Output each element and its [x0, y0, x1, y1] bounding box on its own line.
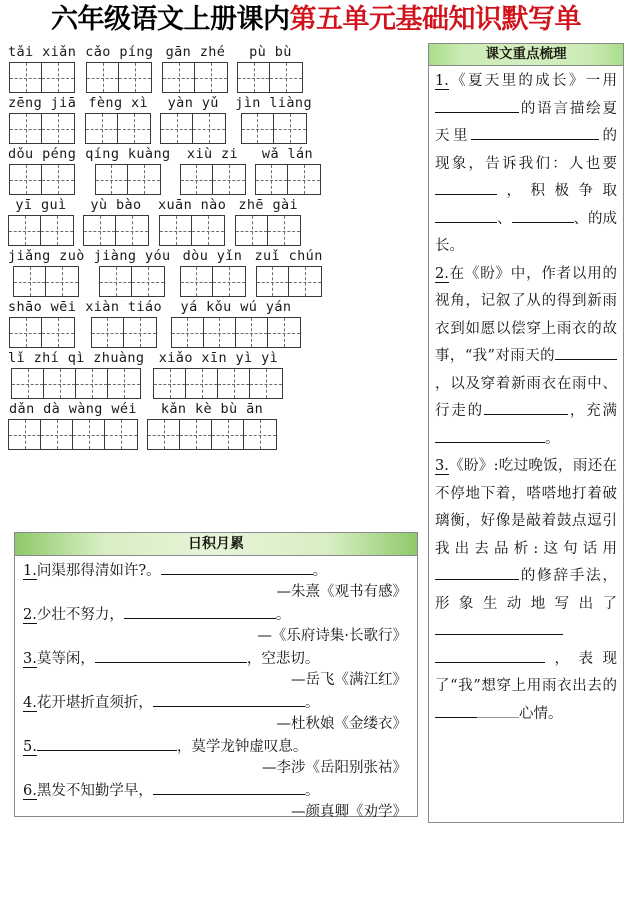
kewen-item-1-number: 1. [435, 73, 449, 89]
pinyin-word-group [94, 248, 171, 297]
kewen-blank[interactable] [435, 619, 563, 635]
kewen-item-1-text-5: 的现象，告诉我们：人 [435, 128, 617, 172]
tianzige-cell[interactable] [10, 165, 42, 194]
tianzige-cell[interactable] [268, 318, 300, 347]
tianzige-cell[interactable] [14, 267, 46, 296]
pinyin-label: yī guì [15, 197, 67, 213]
kewen-item-2-text-6: ，以及穿着新雨衣在雨 [435, 375, 588, 392]
riji-yuelei-panel [14, 532, 418, 820]
pinyin-label: tǎi xiǎn [8, 44, 77, 60]
pinyin-word-group [255, 248, 323, 297]
pinyin-label: yá kǒu wú yán [180, 299, 292, 315]
kewen-item-1-text-9: 、 [497, 210, 512, 227]
tianzige-cell[interactable] [73, 420, 105, 449]
pinyin-row [8, 299, 424, 348]
tianzige-cell[interactable] [41, 216, 73, 245]
riji-item-source: —李涉《岳阳别张祜》 [262, 760, 407, 776]
pinyin-label: zuǐ chún [254, 248, 323, 264]
pinyin-word-group [8, 350, 144, 399]
riji-item-line [23, 692, 409, 714]
tianzige-cell[interactable] [257, 267, 289, 296]
riji-item [23, 692, 409, 735]
kewen-blank[interactable] [484, 399, 568, 415]
riji-item-line [23, 604, 409, 626]
pinyin-word-group [158, 197, 226, 246]
pinyin-label: dǒu péng [8, 146, 77, 162]
tianzige-cell[interactable] [250, 369, 282, 398]
tianzige-cell[interactable] [42, 165, 74, 194]
tianzige-cell[interactable] [181, 267, 213, 296]
pinyin-word-group [153, 350, 283, 399]
kewen-item-3-text-4: 敲着鼓点逗引我出去 [435, 513, 618, 557]
page-title [0, 6, 632, 33]
tianzige-writing-box[interactable] [99, 266, 165, 297]
tianzige-writing-box[interactable] [9, 317, 75, 348]
tianzige-writing-box[interactable] [160, 113, 226, 144]
tianzige-cell[interactable] [10, 114, 42, 143]
tianzige-writing-box[interactable] [83, 215, 149, 246]
riji-item [23, 648, 409, 691]
pinyin-word-group [8, 197, 74, 246]
kewen-item-2-text-4: 偿穿上雨衣的故事， [435, 320, 618, 364]
riji-item-text-before: 莫等闲， [36, 651, 95, 667]
riji-answer-blank[interactable] [161, 560, 313, 575]
pinyin-row [8, 401, 424, 450]
kewen-item-3-text-9: 了“我”想穿上用雨衣 [435, 678, 573, 694]
pinyin-label: kǎn kè bù ān [160, 401, 264, 417]
riji-item-text-before: 花开堪折直须折， [36, 695, 153, 711]
riji-item-line [23, 648, 409, 670]
tianzige-cell[interactable] [193, 114, 225, 143]
pinyin-word-group [160, 95, 226, 144]
pinyin-word-group [8, 95, 76, 144]
tianzige-cell[interactable] [236, 318, 268, 347]
tianzige-cell[interactable] [87, 63, 119, 92]
kewen-item-2-text-7: 中、行走的 [435, 375, 618, 419]
pinyin-label: wǎ lán [261, 146, 314, 162]
tianzige-cell[interactable] [256, 165, 288, 194]
tianzige-cell[interactable] [118, 114, 150, 143]
tianzige-writing-box[interactable] [255, 164, 321, 195]
kewen-panel-header: 课文重点梳理 [429, 44, 623, 66]
tianzige-cell[interactable] [124, 318, 156, 347]
page-title-black: 六年级语文上册课内 [51, 4, 290, 35]
kewen-item-2-text-1: 在《盼》中，作者以 [448, 265, 588, 282]
riji-item-text-before: 问渠那得清如许?。 [36, 563, 161, 579]
tianzige-cell[interactable] [44, 369, 76, 398]
pinyin-label: dǎn dà wàng wéi [9, 401, 137, 417]
tianzige-writing-box[interactable] [9, 62, 75, 93]
tianzige-writing-box[interactable] [9, 164, 75, 195]
tianzige-cell[interactable] [238, 63, 270, 92]
riji-item [23, 604, 409, 647]
kewen-zhongdian-shuli-panel [428, 43, 624, 823]
pinyin-word-group [162, 44, 228, 93]
riji-item-text-after: 。 [304, 783, 320, 799]
riji-item-number: 6. [23, 783, 37, 799]
tianzige-cell[interactable] [213, 165, 245, 194]
pinyin-word-group [255, 146, 321, 195]
pinyin-label: yàn yǔ [167, 95, 219, 111]
tianzige-writing-box[interactable] [9, 113, 75, 144]
riji-item-source: —岳飞《满江红》 [291, 672, 407, 688]
tianzige-cell[interactable] [218, 369, 250, 398]
pinyin-label: zhē gài [238, 197, 299, 213]
riji-item-text-after: 。 [275, 607, 291, 623]
tianzige-writing-box[interactable] [147, 419, 277, 450]
tianzige-writing-box[interactable] [235, 215, 301, 246]
tianzige-cell[interactable] [119, 63, 151, 92]
tianzige-cell[interactable] [180, 420, 212, 449]
kewen-item-1-text-10: 、 [573, 210, 588, 227]
tianzige-writing-box[interactable] [86, 62, 152, 93]
kewen-item-2-text-10: 。 [545, 430, 560, 447]
riji-item [23, 736, 409, 779]
riji-item [23, 560, 409, 603]
riji-answer-blank[interactable] [95, 648, 247, 663]
riji-answer-blank[interactable] [153, 780, 305, 795]
pinyin-label: xuān nào [158, 197, 227, 213]
riji-item-text-after: ，空悲切。 [246, 651, 320, 667]
pinyin-word-group [171, 299, 301, 348]
tianzige-cell[interactable] [288, 165, 320, 194]
pinyin-label: jiǎng zuò [8, 248, 85, 264]
tianzige-cell[interactable] [84, 216, 116, 245]
tianzige-cell[interactable] [204, 318, 236, 347]
pinyin-row [8, 95, 424, 144]
kewen-item-3-text-11: 心 [519, 705, 534, 722]
riji-answer-blank[interactable] [153, 692, 305, 707]
kewen-item-2-number: 2. [435, 265, 449, 282]
tianzige-writing-box[interactable] [8, 215, 74, 246]
pinyin-label: fèng xì [88, 95, 149, 111]
riji-item-text-before: 黑发不知勤学早， [36, 783, 153, 799]
tianzige-writing-box[interactable] [256, 266, 322, 297]
tianzige-cell[interactable] [270, 63, 302, 92]
pinyin-word-group [85, 146, 170, 195]
tianzige-cell[interactable] [105, 420, 137, 449]
tianzige-cell[interactable] [12, 369, 44, 398]
tianzige-cell[interactable] [274, 114, 306, 143]
tianzige-writing-box[interactable] [11, 368, 141, 399]
kewen-item-1 [435, 68, 617, 261]
kewen-item-3-number: 3. [435, 458, 449, 474]
kewen-item-1-text-7: ，积极争 [497, 183, 603, 199]
riji-answer-blank[interactable] [124, 604, 276, 619]
pinyin-exercise-area [8, 44, 424, 452]
kewen-item-1-text-4: 夏天里 [435, 100, 617, 144]
tianzige-cell[interactable] [76, 369, 108, 398]
tianzige-cell[interactable] [9, 216, 41, 245]
kewen-blank[interactable] [435, 702, 477, 718]
kewen-item-1-text-1: 《夏天里的成长》一 [448, 73, 603, 89]
tianzige-cell[interactable] [163, 63, 195, 92]
pinyin-word-group [85, 44, 153, 93]
tianzige-writing-box[interactable] [85, 113, 151, 144]
riji-item-text-after: 。 [312, 563, 328, 579]
kewen-item-3-text-8: ，表现 [545, 650, 617, 667]
tianzige-cell[interactable] [132, 267, 164, 296]
riji-item-line [23, 736, 409, 758]
tianzige-cell[interactable] [10, 63, 42, 92]
tianzige-cell[interactable] [154, 369, 186, 398]
pinyin-label: jìn liàng [235, 95, 312, 111]
kewen-item-1-text-2: 用 [602, 73, 617, 89]
tianzige-cell[interactable] [42, 318, 74, 347]
kewen-blank[interactable] [477, 702, 519, 718]
pinyin-word-group [180, 146, 246, 195]
tianzige-cell[interactable] [96, 165, 128, 194]
kewen-item-1-text-8: 取 [602, 183, 617, 199]
riji-item-source: —杜秋娘《金缕衣》 [276, 716, 407, 732]
pinyin-word-group [235, 95, 312, 144]
tianzige-cell[interactable] [268, 216, 300, 245]
tianzige-writing-box[interactable] [237, 62, 303, 93]
kewen-item-3 [435, 453, 617, 728]
pinyin-row [8, 197, 424, 246]
kewen-item-3-text-10: 出去的 [572, 678, 617, 694]
tianzige-cell[interactable] [108, 369, 140, 398]
tianzige-writing-box[interactable] [180, 266, 246, 297]
riji-item [23, 780, 409, 823]
tianzige-cell[interactable] [244, 420, 276, 449]
kewen-item-3-text-7: 地写出了 [530, 595, 618, 612]
tianzige-cell[interactable] [42, 63, 74, 92]
riji-item-line [23, 780, 409, 802]
kewen-blank[interactable] [435, 207, 497, 223]
pinyin-label: dòu yǐn [182, 248, 243, 264]
riji-item-text-after: ，莫学龙钟虚叹息。 [176, 739, 308, 755]
riji-panel-header: 日积月累 [15, 533, 417, 556]
riji-item-number: 3. [23, 651, 37, 667]
pinyin-word-group [8, 401, 138, 450]
riji-panel-body [15, 556, 417, 823]
pinyin-word-group [8, 248, 85, 297]
kewen-item-1-text-6: 也要 [585, 155, 617, 172]
kewen-blank[interactable] [555, 344, 617, 360]
pinyin-label: pù bù [249, 44, 292, 60]
pinyin-word-group [8, 44, 76, 93]
tianzige-cell[interactable] [9, 420, 41, 449]
tianzige-cell[interactable] [195, 63, 227, 92]
kewen-blank[interactable] [435, 97, 519, 113]
tianzige-cell[interactable] [236, 216, 268, 245]
kewen-item-3-text-12: 情。 [533, 705, 563, 722]
pinyin-label: gān zhé [165, 44, 226, 60]
pinyin-label: yù bào [90, 197, 142, 213]
tianzige-writing-box[interactable] [241, 113, 307, 144]
riji-item-text-before: 少壮不努力， [36, 607, 124, 623]
tianzige-cell[interactable] [289, 267, 321, 296]
kewen-blank[interactable] [435, 647, 545, 663]
pinyin-label: xiǎo xīn yì yì [158, 350, 279, 366]
tianzige-writing-box[interactable] [91, 317, 157, 348]
tianzige-cell[interactable] [186, 369, 218, 398]
pinyin-row [8, 248, 424, 297]
tianzige-cell[interactable] [10, 318, 42, 347]
tianzige-cell[interactable] [41, 420, 73, 449]
tianzige-cell[interactable] [92, 318, 124, 347]
pinyin-word-group [180, 248, 246, 297]
pinyin-word-group [83, 197, 149, 246]
pinyin-word-group [147, 401, 277, 450]
tianzige-cell[interactable] [42, 114, 74, 143]
kewen-item-2 [435, 261, 617, 454]
tianzige-cell[interactable] [46, 267, 78, 296]
pinyin-word-group [235, 197, 301, 246]
riji-answer-blank[interactable] [37, 736, 177, 751]
kewen-blank[interactable] [471, 124, 599, 140]
pinyin-label: xiù zi [186, 146, 239, 162]
tianzige-cell[interactable] [172, 318, 204, 347]
kewen-blank[interactable] [435, 179, 497, 195]
kewen-blank[interactable] [435, 427, 545, 443]
kewen-item-3-text-6: 的修辞手法，形象生动 [435, 568, 617, 612]
kewen-item-2-text-8: ， [568, 403, 587, 419]
pinyin-label: cǎo píng [85, 44, 154, 60]
pinyin-label: jiàng yóu [93, 248, 171, 264]
riji-item-number: 2. [23, 607, 37, 623]
pinyin-row [8, 350, 424, 399]
tianzige-writing-box[interactable] [8, 419, 138, 450]
pinyin-word-group [237, 44, 303, 93]
pinyin-label: lǐ zhí qì zhuàng [8, 350, 145, 366]
tianzige-cell[interactable] [128, 165, 160, 194]
kewen-blank[interactable] [435, 564, 519, 580]
kewen-item-2-text-5: “我”对雨天的 [464, 348, 556, 364]
tianzige-cell[interactable] [161, 114, 193, 143]
tianzige-writing-box[interactable] [95, 164, 161, 195]
riji-item-source: —颜真卿《劝学》 [291, 804, 407, 820]
riji-item-source: —《乐府诗集·长歌行》 [257, 628, 407, 644]
pinyin-row [8, 44, 424, 93]
tianzige-cell[interactable] [116, 216, 148, 245]
tianzige-cell[interactable] [242, 114, 274, 143]
tianzige-cell[interactable] [212, 420, 244, 449]
pinyin-word-group [85, 95, 151, 144]
riji-item-number: 4. [23, 695, 37, 711]
riji-item-source: —朱熹《观书有感》 [276, 584, 407, 600]
pinyin-label: qíng kuàng [85, 146, 171, 162]
kewen-item-1-text-11: 的成长。 [435, 210, 617, 254]
tianzige-writing-box[interactable] [13, 266, 79, 297]
riji-item-line [23, 560, 409, 582]
pinyin-word-group [8, 299, 76, 348]
kewen-item-2-text-3: 得到新雨衣到如愿以 [435, 293, 618, 337]
kewen-item-2-text-2: 用的视角，记叙了从的 [435, 265, 618, 309]
kewen-item-3-text-5: 品析:这句话用 [494, 540, 618, 557]
tianzige-writing-box[interactable] [180, 164, 246, 195]
kewen-item-1-text-3: 的语言描绘 [519, 100, 603, 117]
tianzige-cell[interactable] [160, 216, 192, 245]
tianzige-cell[interactable] [100, 267, 132, 296]
tianzige-cell[interactable] [148, 420, 180, 449]
tianzige-cell[interactable] [86, 114, 118, 143]
pinyin-row [8, 146, 424, 195]
page-title-red: 第五单元基础知识默写单 [289, 4, 581, 35]
pinyin-word-group [85, 299, 162, 348]
tianzige-cell[interactable] [192, 216, 224, 245]
kewen-item-3-text-2: 还在不停地下着，嗒嗒 [435, 458, 618, 502]
tianzige-cell[interactable] [213, 267, 245, 296]
kewen-item-2-text-9: 充满 [586, 403, 618, 419]
tianzige-writing-box[interactable] [153, 368, 283, 399]
tianzige-cell[interactable] [181, 165, 213, 194]
kewen-item-3-text-3: 地打着破璃衡，好像是 [435, 485, 618, 529]
pinyin-word-group [8, 146, 76, 195]
tianzige-writing-box[interactable] [159, 215, 225, 246]
riji-item-text-after: 。 [304, 695, 320, 711]
pinyin-label: zēng jiā [8, 95, 77, 111]
kewen-blank[interactable] [512, 207, 574, 223]
tianzige-writing-box[interactable] [162, 62, 228, 93]
kewen-item-3-text-1: 《盼》:吃过晚饭，雨 [448, 458, 588, 474]
riji-item-number: 1. [23, 563, 37, 579]
kewen-panel-body [429, 66, 623, 728]
riji-item-number: 5. [23, 739, 37, 755]
pinyin-label: shāo wēi [8, 299, 77, 315]
pinyin-label: xiàn tiáo [85, 299, 162, 315]
tianzige-writing-box[interactable] [171, 317, 301, 348]
